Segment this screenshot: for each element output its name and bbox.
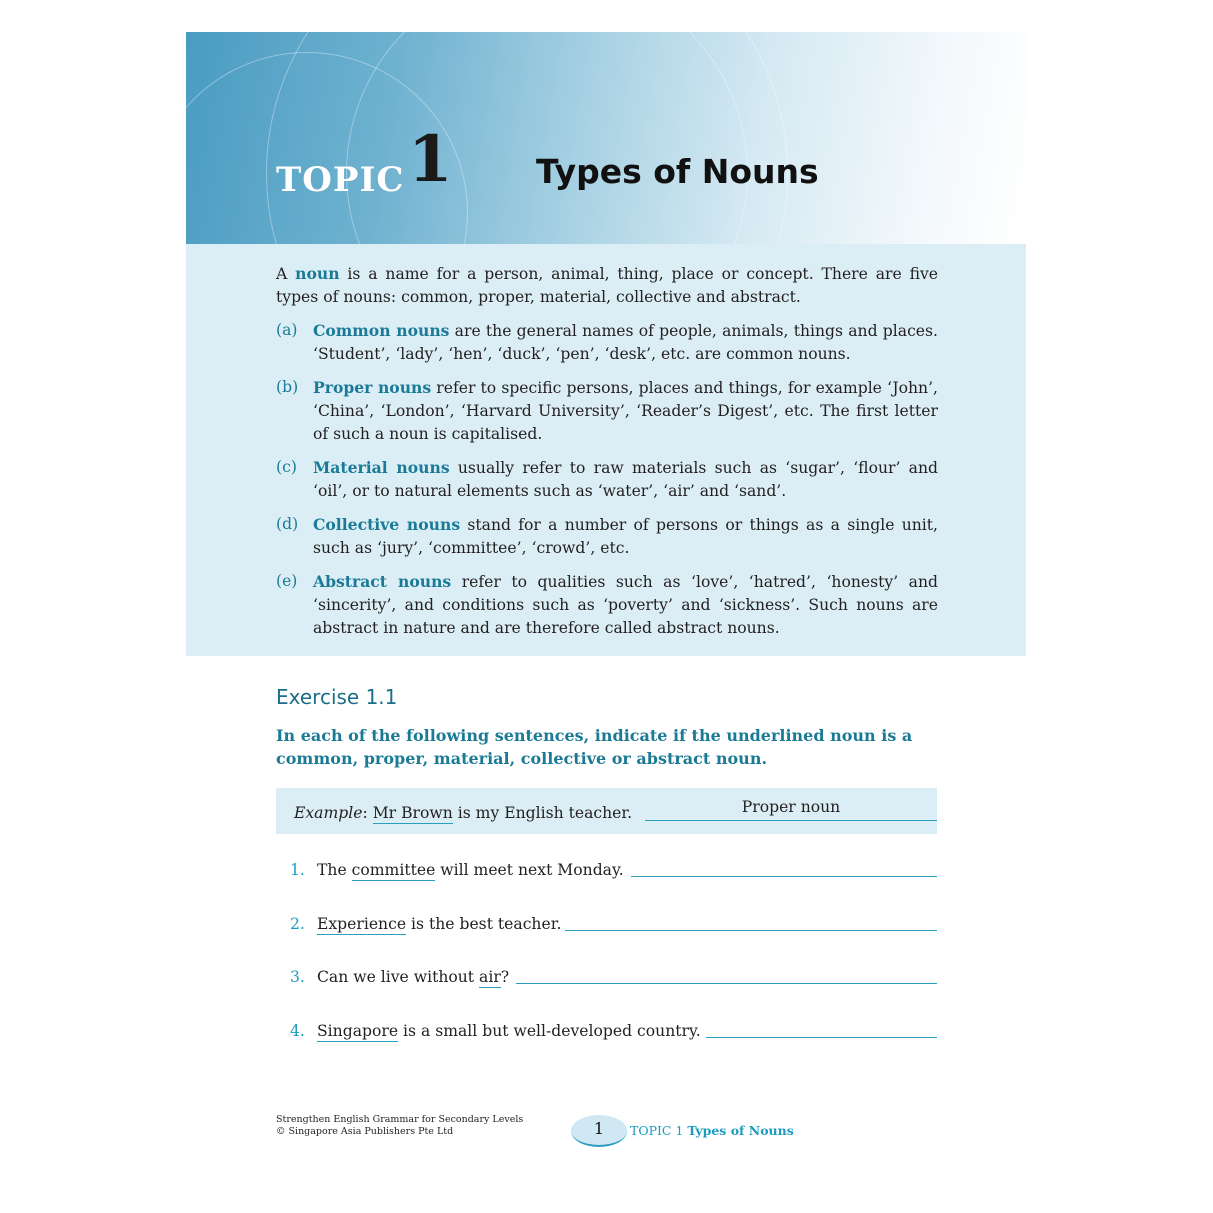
item-term: Material nouns — [313, 458, 450, 477]
question-text: will meet next Monday. — [435, 861, 624, 879]
item-text: refer to qualities such as ‘love’, ‘hatred’, ‘honesty’ and ‘sincerity’, and conditions such as ‘poverty’ and ‘sickness’. Such nouns are abstract in nature and are therefore called abstract nouns. — [313, 573, 938, 637]
item-label: (a) — [276, 321, 298, 339]
footer-topic — [630, 1123, 794, 1138]
question-4 — [290, 1022, 701, 1040]
question-text: The — [317, 861, 352, 879]
topic-number: 1 — [408, 122, 453, 197]
underlined-noun: Mr Brown — [372, 804, 453, 822]
lead-term: noun — [295, 264, 340, 283]
item-term: Common nouns — [313, 321, 450, 340]
answer-line-2[interactable] — [565, 930, 937, 931]
lead-text: is a name for a person, animal, thing, place or concept. There are five types of nouns: common, proper, material, collective and abstract. — [276, 265, 939, 306]
underlined-noun: committee — [351, 861, 436, 879]
underlined-noun: air — [479, 968, 501, 986]
topic-banner — [186, 32, 1026, 244]
item-text: are the general names of people, animals, things and places. ‘Student’, ‘lady’, ‘hen’, ‘duck’, ‘pen’, ‘desk’, etc. are common nouns. — [313, 322, 938, 363]
exercise-title: Exercise 1.1 — [276, 685, 398, 709]
question-2 — [290, 915, 561, 933]
example-rest: is my English teacher. — [452, 804, 633, 822]
noun-type-item — [276, 456, 938, 503]
question-3 — [290, 968, 509, 986]
question-text: is a small but well-developed country. — [398, 1022, 701, 1040]
lead-text: A — [276, 265, 296, 283]
question-number: 3. — [290, 968, 305, 986]
item-label: (c) — [276, 458, 297, 476]
item-text: refer to specific persons, places and things, for example ‘John’, ‘China’, ‘London’, ‘Harvard University’, ‘Reader’s Digest’, etc. The first letter of such a noun is capitalised. — [313, 379, 938, 443]
footer-topic-label: TOPIC 1 — [630, 1123, 684, 1138]
intro-text — [276, 262, 938, 650]
item-label: (b) — [276, 378, 299, 396]
question-text: ? — [500, 968, 510, 986]
item-text: stand for a number of persons or things as a single unit, such as ‘jury’, ‘committee’, ‘crowd’, etc. — [313, 516, 938, 557]
answer-line-3[interactable] — [516, 983, 937, 984]
noun-type-item — [276, 570, 938, 640]
item-text: usually refer to raw materials such as ‘sugar’, ‘flour’ and ‘oil’, or to natural elements such as ‘water’, ‘air’ and ‘sand’. — [313, 459, 939, 500]
question-number: 1. — [290, 861, 305, 879]
item-term: Abstract nouns — [313, 572, 452, 591]
example-sentence — [294, 804, 632, 822]
item-term: Proper nouns — [313, 378, 432, 397]
footer-credits — [276, 1114, 523, 1138]
example-colon: : — [362, 804, 373, 822]
question-text: Can we live without — [317, 968, 480, 986]
question-number: 4. — [290, 1022, 305, 1040]
answer-line-4[interactable] — [706, 1037, 937, 1038]
noun-type-item — [276, 513, 938, 560]
item-label: (e) — [276, 572, 298, 590]
example-label: Example — [294, 804, 363, 822]
answer-line-1[interactable] — [631, 876, 937, 877]
page-title: Types of Nouns — [536, 152, 819, 191]
underlined-noun: Singapore — [317, 1022, 399, 1040]
example-answer: Proper noun — [741, 798, 841, 816]
noun-type-item — [276, 319, 938, 366]
topic-label: TOPIC — [276, 160, 405, 200]
question-number: 2. — [290, 915, 305, 933]
question-1 — [290, 861, 624, 879]
item-body — [313, 456, 938, 503]
underlined-noun: Experience — [317, 915, 407, 933]
item-body — [313, 376, 938, 446]
item-body — [313, 570, 938, 640]
item-term: Collective nouns — [313, 515, 461, 534]
item-body — [313, 513, 938, 560]
item-label: (d) — [276, 515, 299, 533]
noun-type-item — [276, 376, 938, 446]
question-text: is the best teacher. — [406, 915, 562, 933]
book-title: Strengthen English Grammar for Secondary Levels — [276, 1114, 524, 1125]
item-body — [313, 319, 938, 366]
exercise-instruction: In each of the following sentences, indicate if the underlined noun is a common, proper, material, collective or abstract noun. — [276, 726, 913, 768]
intro-lead — [276, 262, 938, 309]
copyright: © Singapore Asia Publishers Pte Ltd — [276, 1126, 454, 1137]
answer-line — [645, 820, 937, 821]
footer-topic-name: Types of Nouns — [687, 1123, 794, 1138]
page-number: 1 — [571, 1115, 627, 1147]
